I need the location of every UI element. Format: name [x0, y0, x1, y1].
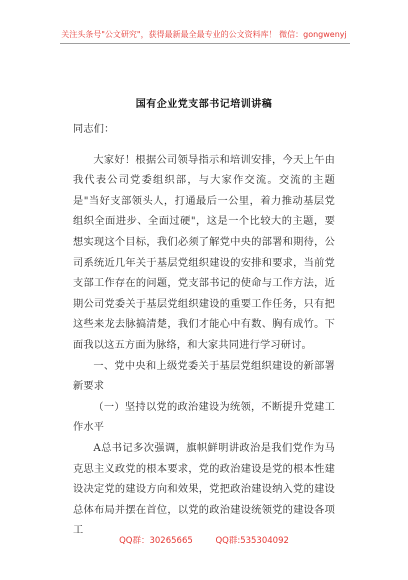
footer-qq-group-1: QQ群：30265665	[119, 536, 193, 546]
footer-contact	[0, 534, 408, 546]
paragraph-intro: 大家好！根据公司领导指示和培训安排，今天上午由我代表公司党委组织部，与大家作交流。交流的主题是"当好支部领头人，打通最后一公里，着力推动基层党组织全面进步、全面过硬"，这是一个比较大的主题，要想实现这个目标，我们必须了解党中央的部署和期待，公司系统近几年关于基层党组织建设的安排和要求，当前党支部工作存在的问题，党支部书记的使命与工作方法，近期公司党委关于基层党组织建设的重要工作任务，只有把这些来龙去脉搞清楚，我们才能心中有数、胸有成竹。下面我以这五方面为脉络，和大家共同进行学习研讨。	[73, 154, 335, 351]
footer-qq-group-2: QQ群:535304092	[215, 536, 289, 546]
document-body	[73, 120, 335, 542]
section-heading-1: 一、党中央和上级党委关于基层党组织建设的新部署新要求	[73, 360, 335, 393]
header-note: 关注头条号"公文研究"，获得最新最全最专业的公文资料库！ 微信：gongwenyj	[61, 30, 347, 39]
salutation: 同志们：	[73, 124, 115, 135]
subsection-heading-1: （一）坚持以党的政治建设为统领，不断提升党建工作水平	[73, 401, 335, 434]
document-title: 国有企业党支部书记培训讲稿	[135, 99, 273, 110]
header-divider	[60, 43, 350, 44]
paragraph-body: A总书记多次强调，旗帜鲜明讲政治是我们党作为马克思主义政党的根本要求，党的政治建设是党的根本性建设决定党的建设方向和效果，党把政治建设纳入党的建设总体布局并摆在首位，以党的政治建设统领党的建设各项工	[73, 442, 335, 537]
